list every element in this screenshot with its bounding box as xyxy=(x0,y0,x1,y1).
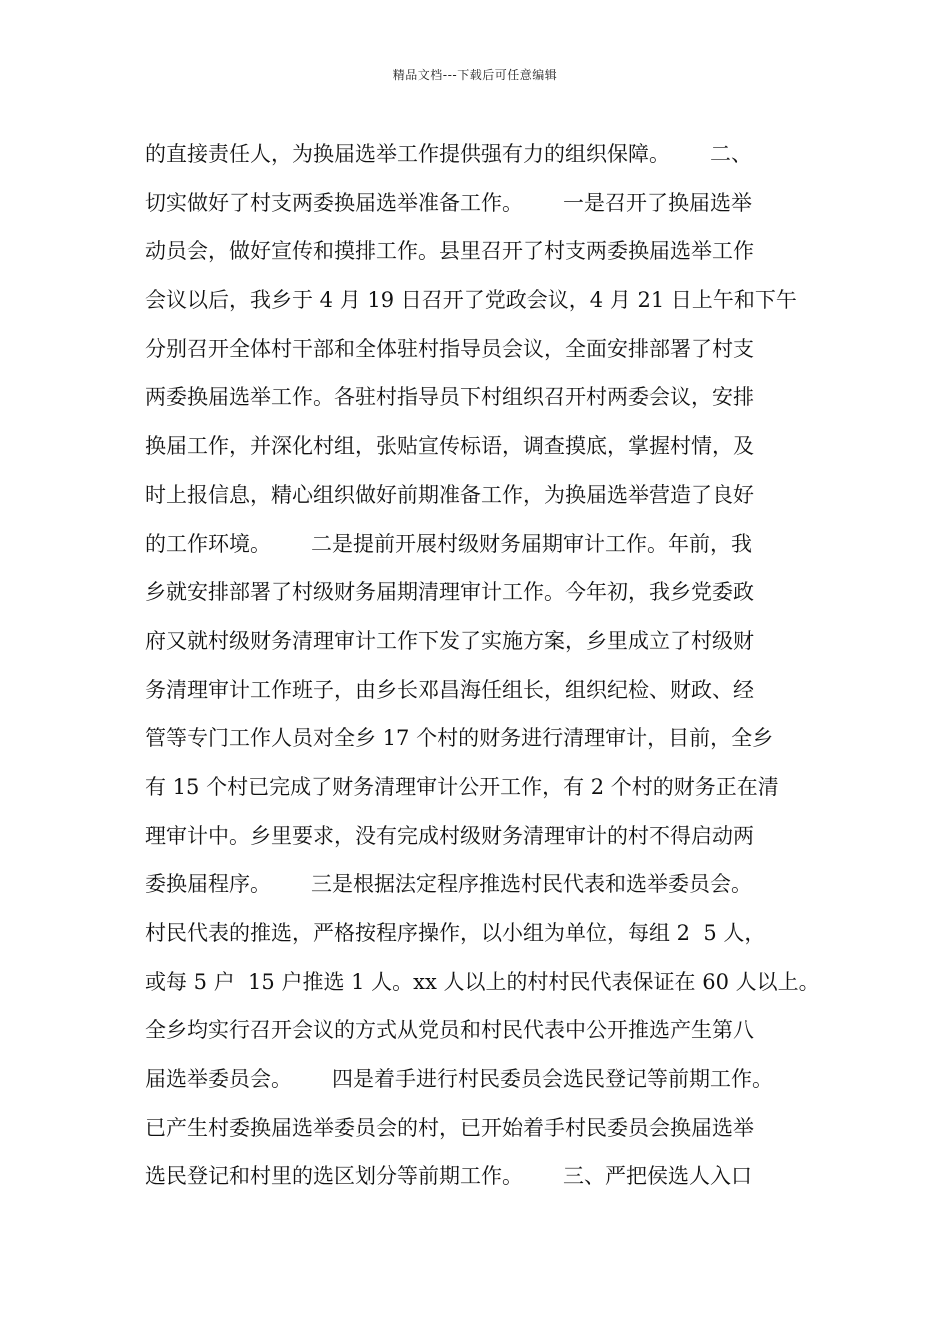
text-line: 动员会，做好宣传和摸排工作。县里召开了村支两委换届选举工作 xyxy=(145,239,754,264)
text-line: 会议以后，我乡于 4 月 19 日召开了党政会议，4 月 21 日上午和下午 xyxy=(145,288,797,313)
text-line: 府又就村级财务清理审计工作下发了实施方案，乡里成立了村级财 xyxy=(145,628,754,653)
page-header: 精品文档---下载后可任意编辑 xyxy=(392,68,558,82)
text-line: 的工作环境。 二是提前开展村级财务届期审计工作。年前，我 xyxy=(145,531,753,556)
text-line: 务清理审计工作班子，由乡长邓昌海任组长，组织纪检、财政、经 xyxy=(145,677,754,702)
text-line: 的直接责任人，为换届选举工作提供强有力的组织保障。 二、 xyxy=(145,142,753,166)
text-line: 委换届程序。 三是根据法定程序推选村民代表和选举委员会。 xyxy=(145,872,753,897)
document-body xyxy=(145,130,825,1201)
text-line: 村民代表的推选，严格按程序操作，以小组为单位，每组 2 5 人， xyxy=(145,921,766,945)
text-line: 已产生村委换届选举委员会的村，已开始着手村民委员会换届选举 xyxy=(145,1115,754,1140)
text-line: 选民登记和村里的选区划分等前期工作。 三、严把侯选人入口 xyxy=(145,1164,753,1189)
text-line: 两委换届选举工作。各驻村指导员下村组织召开村两委会议，安排 xyxy=(145,385,754,410)
text-line: 乡就安排部署了村级财务届期清理审计工作。今年初，我乡党委政 xyxy=(145,580,754,605)
text-line: 全乡均实行召开会议的方式从党员和村民代表中公开推选产生第八 xyxy=(145,1018,754,1043)
text-line: 切实做好了村支两委换届选举准备工作。 一是召开了换届选举 xyxy=(145,190,753,215)
text-line: 时上报信息，精心组织做好前期准备工作，为换届选举营造了良好 xyxy=(145,482,754,507)
text-line: 管等专门工作人员对全乡 17 个村的财务进行清理审计，目前，全乡 xyxy=(145,726,774,751)
text-line: 或每 5 户 15 户推选 1 人。xx 人以上的村村民代表保证在 60 人以上。 xyxy=(145,969,820,994)
text-line: 有 15 个村已完成了财务清理审计公开工作，有 2 个村的财务正在清 xyxy=(145,774,779,799)
text-line: 届选举委员会。 四是着手进行村民委员会选民登记等前期工作。 xyxy=(145,1067,774,1092)
text-line: 换届工作，并深化村组，张贴宣传标语，调查摸底，掌握村情，及 xyxy=(145,434,754,459)
text-line: 理审计中。乡里要求，没有完成村级财务清理审计的村不得启动两 xyxy=(145,823,754,848)
text-line: 分别召开全体村干部和全体驻村指导员会议，全面安排部署了村支 xyxy=(145,336,754,361)
